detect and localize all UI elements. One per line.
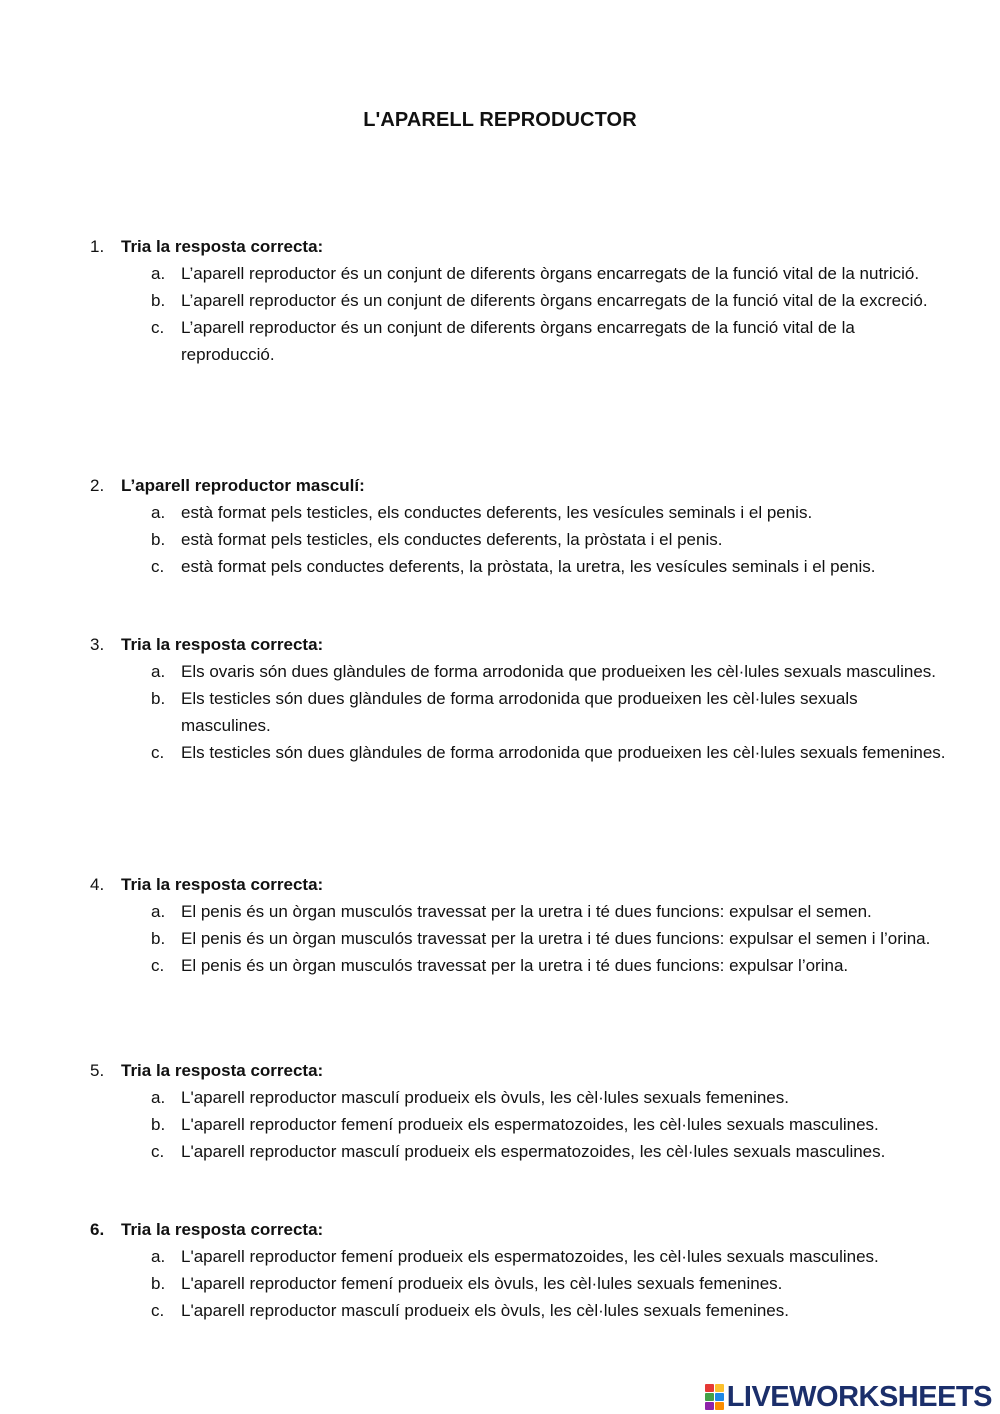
option-text: L’aparell reproductor és un conjunt de diferents òrgans encarregats de la funció vital de la reproducció.	[181, 318, 855, 364]
question-number: 3.	[90, 635, 105, 654]
option-text: El penis és un òrgan musculós travessat per la uretra i té dues funcions: expulsar l’orina.	[181, 956, 849, 975]
question-2	[90, 473, 970, 580]
option-3b[interactable]	[90, 685, 951, 739]
page-title: L'APARELL REPRODUCTOR	[363, 109, 637, 131]
option-letter: a.	[151, 662, 166, 681]
liveworksheets-logo-icon	[705, 1384, 724, 1410]
liveworksheets-logo[interactable]	[705, 1380, 992, 1414]
option-letter: c.	[151, 557, 165, 576]
option-text: L’aparell reproductor és un conjunt de diferents òrgans encarregats de la funció vital de la excreció.	[181, 291, 928, 310]
question-label: Tria la resposta correcta:	[121, 1061, 324, 1080]
option-letter: b.	[151, 530, 166, 549]
option-letter: b.	[151, 929, 166, 948]
option-6a[interactable]	[90, 1243, 951, 1270]
question-3	[90, 632, 970, 766]
option-letter: c.	[151, 956, 165, 975]
option-text: L'aparell reproductor femení produeix els òvuls, les cèl·lules sexuals femenines.	[181, 1274, 783, 1293]
question-label: Tria la resposta correcta:	[121, 1220, 324, 1239]
option-text: està format pels conductes deferents, la pròstata, la uretra, les vesícules seminals i el penis.	[181, 557, 876, 576]
option-text: L'aparell reproductor masculí produeix els espermatozoides, les cèl·lules sexuals masculines.	[181, 1142, 886, 1161]
option-letter: b.	[151, 1115, 166, 1134]
option-letter: c.	[151, 743, 165, 762]
option-6b[interactable]	[90, 1270, 951, 1297]
option-text: El penis és un òrgan musculós travessat per la uretra i té dues funcions: expulsar el semen.	[181, 902, 872, 921]
question-header	[90, 1058, 970, 1084]
logo-square	[705, 1384, 714, 1392]
question-label: Tria la resposta correcta:	[121, 875, 324, 894]
option-letter: c.	[151, 1142, 165, 1161]
question-number: 1.	[90, 237, 105, 256]
question-header	[90, 234, 970, 260]
question-label: L’aparell reproductor masculí:	[121, 476, 365, 495]
option-5c[interactable]	[90, 1138, 951, 1165]
question-6	[90, 1217, 970, 1324]
option-letter: b.	[151, 1274, 166, 1293]
question-4	[90, 872, 970, 979]
option-text: està format pels testicles, els conductes deferents, les vesícules seminals i el penis.	[181, 503, 813, 522]
option-1a[interactable]	[90, 260, 951, 287]
option-text: Els testicles són dues glàndules de forma arrodonida que produeixen les cèl·lules sexuals femenines.	[181, 743, 946, 762]
option-text: està format pels testicles, els conductes deferents, la pròstata i el penis.	[181, 530, 723, 549]
question-header	[90, 632, 970, 658]
logo-text: LIVEWORKSHEETS	[726, 1381, 992, 1413]
option-4a[interactable]	[90, 898, 951, 925]
option-letter: a.	[151, 264, 166, 283]
option-text: Els testicles són dues glàndules de forma arrodonida que produeixen les cèl·lules sexuals masculines.	[181, 689, 858, 735]
option-letter: a.	[151, 1247, 166, 1266]
option-letter: a.	[151, 1088, 166, 1107]
logo-square	[705, 1402, 714, 1410]
option-letter: a.	[151, 902, 166, 921]
question-5	[90, 1058, 970, 1165]
question-number: 5.	[90, 1061, 105, 1080]
option-2a[interactable]	[90, 499, 951, 526]
option-4b[interactable]	[90, 925, 951, 952]
option-text: L'aparell reproductor masculí produeix els òvuls, les cèl·lules sexuals femenines.	[181, 1301, 789, 1320]
question-header	[90, 872, 970, 898]
logo-square	[715, 1393, 724, 1401]
question-1	[90, 234, 970, 368]
question-header	[90, 473, 970, 499]
option-3a[interactable]	[90, 658, 951, 685]
option-3c[interactable]	[90, 739, 951, 766]
option-2b[interactable]	[90, 526, 951, 553]
option-5b[interactable]	[90, 1111, 951, 1138]
logo-square	[715, 1384, 724, 1392]
option-1b[interactable]	[90, 287, 951, 314]
question-header	[90, 1217, 970, 1243]
question-label: Tria la resposta correcta:	[121, 237, 324, 256]
option-5a[interactable]	[90, 1084, 951, 1111]
option-letter: c.	[151, 318, 165, 337]
option-6c[interactable]	[90, 1297, 951, 1324]
option-letter: a.	[151, 503, 166, 522]
option-text: El penis és un òrgan musculós travessat per la uretra i té dues funcions: expulsar el semen i l’orina.	[181, 929, 931, 948]
option-letter: b.	[151, 291, 166, 310]
question-number: 4.	[90, 875, 105, 894]
option-text: L'aparell reproductor femení produeix els espermatozoides, les cèl·lules sexuals masculines.	[181, 1247, 879, 1266]
option-letter: c.	[151, 1301, 165, 1320]
option-text: Els ovaris són dues glàndules de forma arrodonida que produeixen les cèl·lules sexuals masculines.	[181, 662, 937, 681]
option-4c[interactable]	[90, 952, 951, 979]
option-letter: b.	[151, 689, 166, 708]
logo-square	[715, 1402, 724, 1410]
question-number: 2.	[90, 476, 105, 495]
option-text: L'aparell reproductor femení produeix els espermatozoides, les cèl·lules sexuals masculines.	[181, 1115, 879, 1134]
question-number: 6.	[90, 1220, 105, 1239]
option-text: L’aparell reproductor és un conjunt de diferents òrgans encarregats de la funció vital de la nutrició.	[181, 264, 920, 283]
option-2c[interactable]	[90, 553, 951, 580]
logo-square	[705, 1393, 714, 1401]
option-1c[interactable]	[90, 314, 951, 368]
question-label: Tria la resposta correcta:	[121, 635, 324, 654]
option-text: L'aparell reproductor masculí produeix els òvuls, les cèl·lules sexuals femenines.	[181, 1088, 789, 1107]
